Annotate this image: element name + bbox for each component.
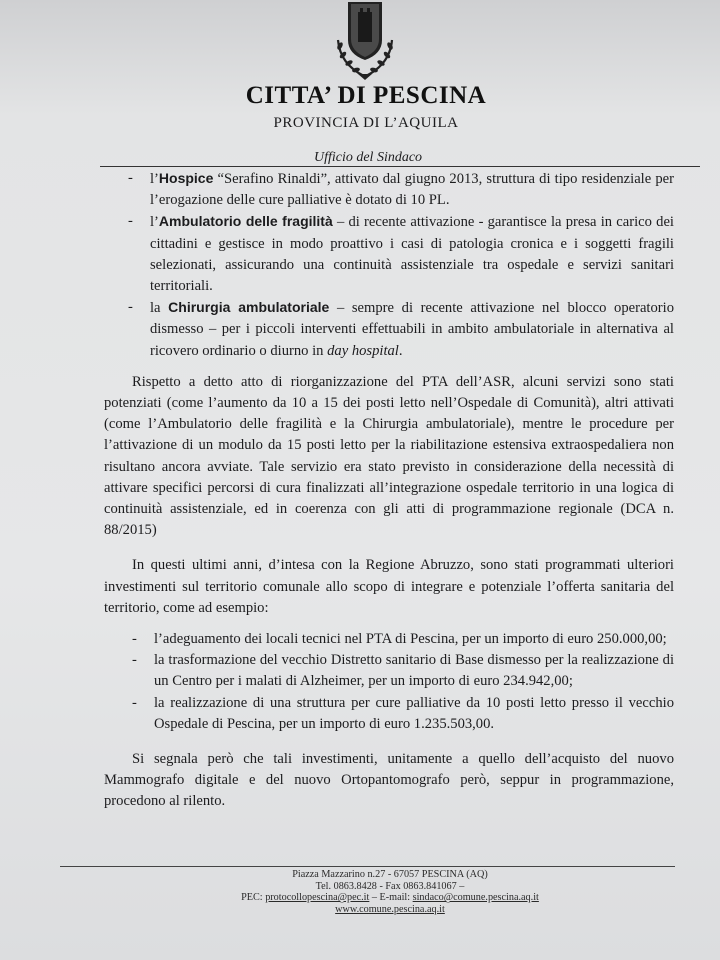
service-name: Ambulatorio delle fragilità: [158, 213, 333, 230]
province-subheading: PROVINCIA DI L’AQUILA: [273, 115, 459, 131]
pec-link[interactable]: protocollopescina@pec.it: [265, 892, 370, 904]
service-name: Hospice: [158, 170, 214, 186]
footer-phone: Tel. 0863.8428 - Fax 0863.841067 –: [315, 880, 465, 892]
bullet-dash: -: [132, 694, 137, 711]
paragraph-reorganization: Rispetto a detto atto di riorganizzazione del PTA dell’ASR, alcuni servizi sono stati potenziati (come l’aumento da 10 a 15 dei posti letto nell’Ospedale di Comunità), altri attivati (come l’Ambulatorio delle fragilità e la Chirurgia ambulatoriale), mentre le procedure per l’attivazione di un modulo da 15 posti letto per la riabilitazione estensiva extraospedaliera non risultano ancora avviate. Tale servizio era stato previsto in considerazione della necessità di attivare specifici percorsi di cura finalizzati all’integrazione ospedale territorio in una logica di continuità assistenziale, ed in coerenza con gli atti di programmazione regionale (DCA n. 88/2015): [104, 373, 674, 539]
paragraph-conclusion: Si segnala però che tali investimenti, unitamente a quello dell’acquisto del nuovo Mammografo digitale e del nuovo Ortopantomografo però, seppur in programmazione, procedono al rilento.: [104, 751, 674, 810]
list-item-chirurgia: - la Chirurgia ambulatoriale – sempre di recente attivazione nel blocco operatorio dismesso – per i piccoli interventi effettuabili in ambito ambulatoriale in alternativa al ricovero ordinario o diurno in day hospital.: [128, 299, 674, 359]
investments-list: [104, 629, 674, 735]
bullet-dash: -: [128, 213, 133, 230]
city-name-heading: CITTA’ DI PESCINA: [245, 82, 487, 109]
services-list: [104, 168, 674, 362]
bullet-dash: -: [128, 170, 133, 186]
list-item: - l’adeguamento dei locali tecnici nel PTA di Pescina, per un importo di euro 250.000,00;: [104, 629, 674, 650]
footer-contacts: PEC: protocollopescina@pec.it – E-mail: sindaco@comune.pescina.aq.it: [241, 892, 539, 904]
letterhead-footer: [130, 869, 650, 916]
bullet-dash: -: [132, 631, 137, 648]
list-item: - la trasformazione del vecchio Distretto sanitario di Base dismesso per la realizzazione di un Centro per i malati di Alzheimer, per un importo di euro 234.942,00;: [132, 652, 674, 690]
bullet-dash: -: [128, 299, 133, 316]
paragraph-investments: In questi ultimi anni, d’intesa con la Regione Abruzzo, sono stati programmati ulteriori investimenti sul territorio comunale allo scopo di integrare e potenziale l’offerta sanitaria del territorio, come ad esempio:: [104, 557, 674, 616]
email-link[interactable]: sindaco@comune.pescina.aq.it: [412, 892, 539, 904]
header-divider: [100, 166, 700, 167]
city-coat-of-arms-icon: [320, 0, 410, 84]
website-link[interactable]: www.comune.pescina.aq.it: [335, 904, 445, 916]
service-name: Chirurgia ambulatoriale: [168, 299, 330, 316]
letter-body: [104, 168, 674, 813]
footer-divider: [60, 866, 675, 867]
office-label: Ufficio del Sindaco: [313, 150, 423, 165]
list-item-ambulatorio: - l’Ambulatorio delle fragilità – di recente attivazione - garantisce la presa in carico dei cittadini e gestisce in modo proattivo i casi di patologia cronica e i soggetti fragili selezionati, assicurando una continuità assistenziale tra ospedale e servizi sanitari territoriali.: [128, 213, 674, 295]
bullet-dash: -: [132, 652, 137, 669]
footer-address: Piazza Mazzarino n.27 - 67057 PESCINA (AQ): [292, 869, 488, 880]
list-item-hospice: - l’Hospice “Serafino Rinaldi”, attivato dal giugno 2013, struttura di tipo residenziale per l’erogazione delle cure palliative è dotato di 10 PL.: [128, 170, 674, 209]
list-item: - la realizzazione di una struttura per cure palliative da 10 posti letto presso il vecchio Ospedale di Pescina, per un importo di euro 1.235.503,00.: [132, 694, 674, 732]
